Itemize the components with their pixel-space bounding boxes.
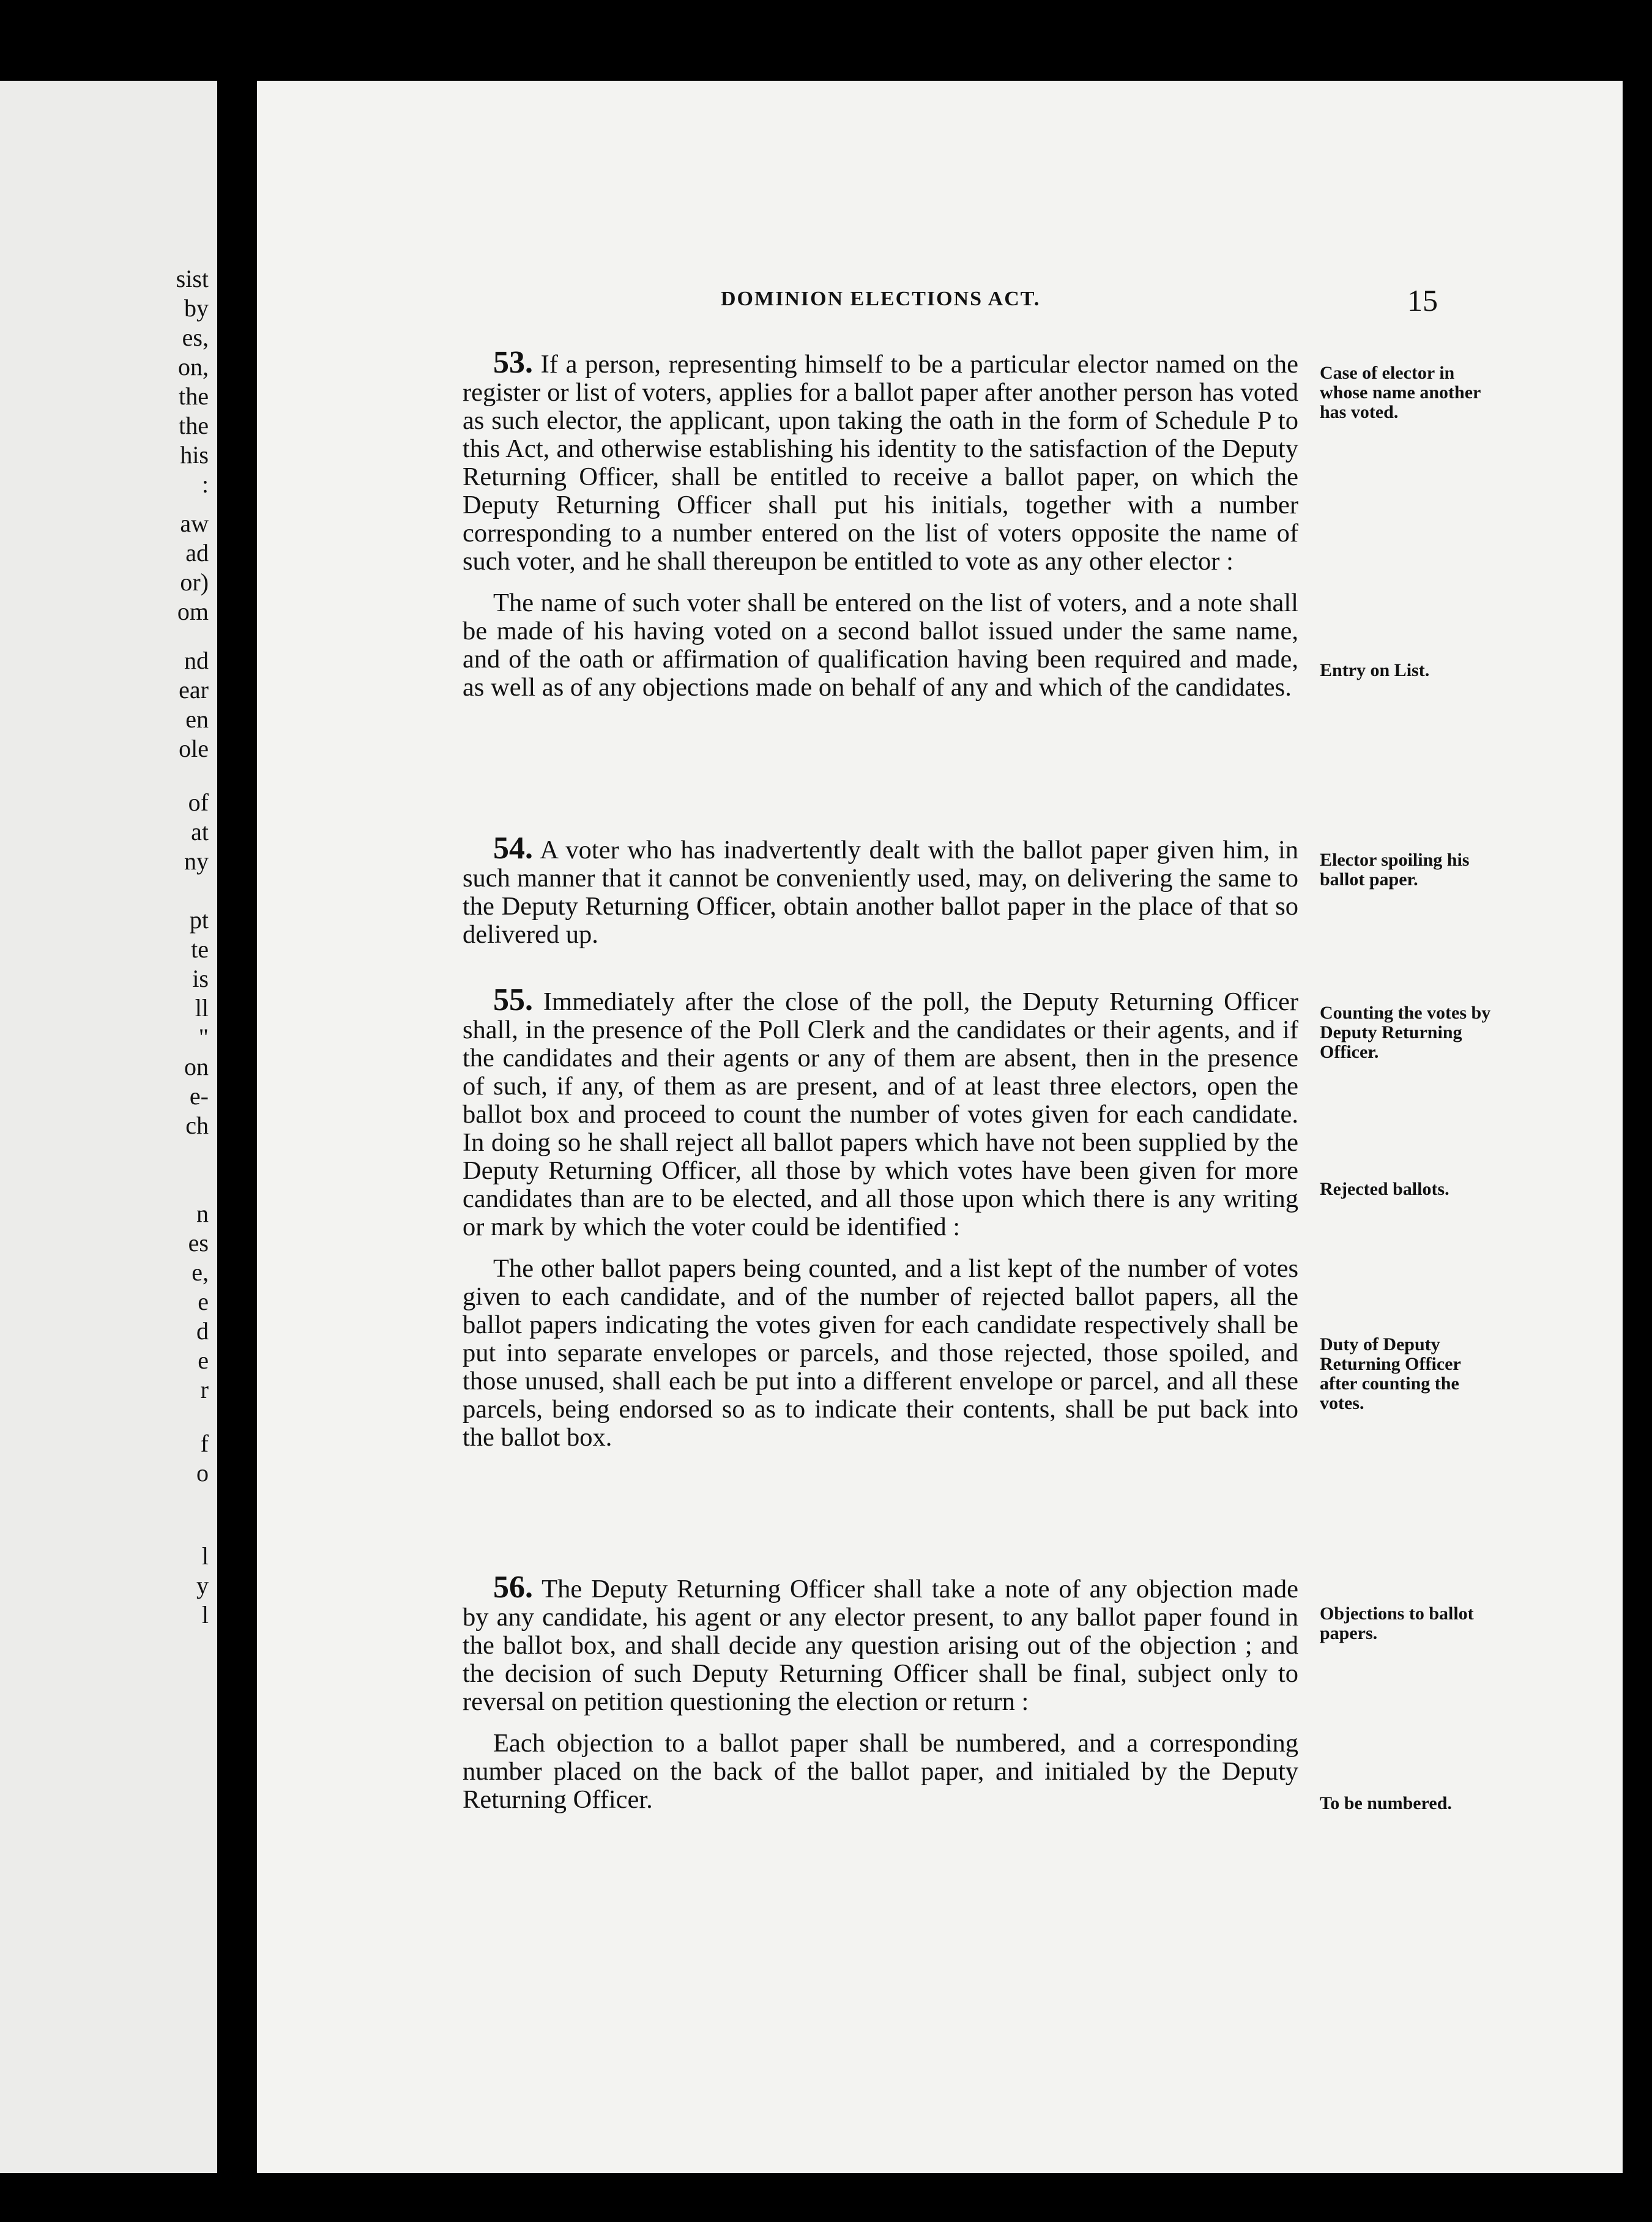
section-number: 55. — [493, 983, 533, 1017]
margin-note: Counting the votes by Deputy Returning Officer. — [1320, 1003, 1491, 1062]
facing-page-text-fragment: en — [185, 705, 209, 733]
facing-page-text-fragment: d — [196, 1317, 209, 1345]
facing-page-text-fragment: of — [188, 789, 209, 816]
facing-page-text-fragment: : — [201, 470, 209, 498]
facing-page-text-fragment: f — [200, 1430, 209, 1457]
facing-page-text-fragment: the — [179, 382, 209, 410]
facing-page-text-fragment: or) — [180, 568, 209, 596]
section-56 — [463, 1570, 1299, 1814]
page-number: 15 — [1407, 283, 1438, 318]
margin-note: Elector spoiling his ballot paper. — [1320, 850, 1470, 890]
section-number: 53. — [493, 345, 533, 380]
margin-note: Case of elector in whose name another has voted. — [1320, 363, 1481, 422]
facing-page-text-fragment: by — [184, 294, 209, 322]
section-55 — [463, 983, 1298, 1452]
paragraph-text: The name of such voter shall be entered on the list of voters, and a note shall be made of his having voted on a second ballot issued under the same name, and of the oath or affirmation of qualification having been required and made, as well as of any objections made on behalf of any and which of the candidates. — [463, 589, 1298, 702]
facing-page-text-fragment: at — [191, 818, 209, 845]
facing-page-text-fragment: r — [200, 1376, 209, 1403]
facing-page-text-fragment: ch — [185, 1112, 209, 1139]
facing-page-text-fragment: is — [192, 965, 209, 992]
facing-page-text-fragment: ear — [179, 676, 209, 704]
facing-page-text-fragment: es, — [182, 324, 209, 351]
facing-page-text-fragment: o — [196, 1459, 209, 1487]
paragraph — [463, 589, 1298, 702]
paragraph-text: If a person, representing himself to be a particular elector named on the register or list of voters, applies for a ballot paper after another person has voted as such elector, the applicant, upon taking the oath in the form of Schedule P to this Act, and otherwise establishing his identity to the satisfaction of the Deputy Returning Officer, shall be entitled to receive a ballot paper, on which the Deputy Returning Officer shall put his initials, together with a number corresponding to a number entered on the list of voters opposite the name of such voter, and he shall thereupon be entitled to vote as any other elector : — [463, 350, 1298, 576]
paragraph — [463, 1255, 1298, 1452]
paragraph-text: Each objection to a ballot paper shall be numbered, and a corresponding number placed on the back of the ballot paper, and initialed by the Deputy Returning Officer. — [463, 1729, 1298, 1814]
section-53 — [463, 345, 1298, 702]
margin-note: Duty of Deputy Returning Officer after counting the votes. — [1320, 1334, 1461, 1413]
margin-note: Objections to ballot papers. — [1320, 1603, 1474, 1643]
margin-note: Rejected ballots. — [1320, 1179, 1449, 1199]
facing-page-text-fragment: the — [179, 412, 209, 439]
facing-page-text-fragment: ad — [185, 539, 209, 567]
facing-page-text-fragment: ole — [179, 735, 209, 762]
facing-page-text-fragment: sist — [176, 265, 209, 292]
facing-page-text-fragment: n — [196, 1200, 209, 1227]
facing-page-text-fragment: te — [191, 935, 209, 963]
facing-page-text-fragment: ll — [195, 994, 209, 1022]
paragraph — [463, 1570, 1299, 1716]
paragraph-text: Immediately after the close of the poll, the Deputy Returning Officer shall, in the presence of the Poll Clerk and the candidates or their agents, and if the candidates and their agents or any of them are absent, then in the presence of such, if any, of them as are present, and of at least three electors, open the ballot box and proceed to count the number of votes given for each candidate. In doing so he shall reject all ballot papers which have not been supplied by the Deputy Returning Officer, all those by which votes have been given for more candidates than are to be elected, and all those upon which there is any writing or mark by which the voter could be identified : — [463, 987, 1298, 1241]
margin-note: Entry on List. — [1320, 660, 1430, 680]
facing-page-text-fragment: y — [196, 1572, 209, 1599]
margin-note: To be numbered. — [1320, 1793, 1452, 1813]
running-header: DOMINION ELECTIONS ACT. — [721, 288, 1041, 310]
paragraph — [463, 345, 1298, 576]
paragraph-text: The Deputy Returning Officer shall take a note of any objection made by any candidate, his agent or any elector present, to any ballot paper found in the ballot box, and shall decide any question arising out of the objection ; and the decision of such Deputy Returning Officer shall be final, subject only to reversal on petition questioning the election or return : — [463, 1575, 1299, 1716]
facing-page-text-fragment: his — [180, 441, 209, 469]
section-number: 56. — [493, 1570, 533, 1605]
paragraph — [463, 983, 1298, 1241]
paragraph-text: The other ballot papers being counted, and a list kept of the number of votes given to each candidate, and of the number of rejected ballot papers, all the ballot papers indicating the votes given for each candidate respectively shall be put into separate envelopes or parcels, and those rejected, those spoiled, and those unused, shall each be put into a different envelope or parcel, and all these parcels, being endorsed so as to indicate their contents, shall be put back into the ballot box. — [463, 1254, 1298, 1452]
paragraph — [463, 1730, 1298, 1814]
facing-page-text-fragment: ny — [184, 847, 209, 875]
facing-page-text-fragment: l — [201, 1542, 209, 1570]
facing-page-text-fragment: on — [184, 1053, 209, 1080]
facing-page-text-fragment: e, — [192, 1258, 209, 1286]
document-page — [257, 81, 1623, 2173]
paragraph — [463, 831, 1298, 949]
facing-page-fragment — [0, 81, 217, 2173]
facing-page-text-fragment: on, — [178, 353, 209, 381]
facing-page-text-fragment: aw — [180, 510, 209, 537]
section-number: 54. — [493, 831, 533, 866]
facing-page-text-fragment: e- — [189, 1082, 209, 1110]
facing-page-text-fragment: nd — [184, 647, 209, 674]
facing-page-text-fragment: " — [198, 1024, 209, 1051]
section-54 — [463, 831, 1298, 949]
facing-page-text-fragment: es — [188, 1229, 209, 1257]
facing-page-text-fragment: pt — [189, 906, 209, 934]
facing-page-text-fragment: e — [198, 1288, 209, 1315]
facing-page-text-fragment: om — [177, 598, 209, 625]
facing-page-text-fragment: e — [198, 1347, 209, 1374]
facing-page-text-fragment: l — [201, 1601, 209, 1629]
paragraph-text: A voter who has inadvertently dealt with the ballot paper given him, in such manner that it cannot be conveniently used, may, on delivering the same to the Deputy Returning Officer, obtain another ballot paper in the place of that so delivered up. — [463, 836, 1298, 949]
